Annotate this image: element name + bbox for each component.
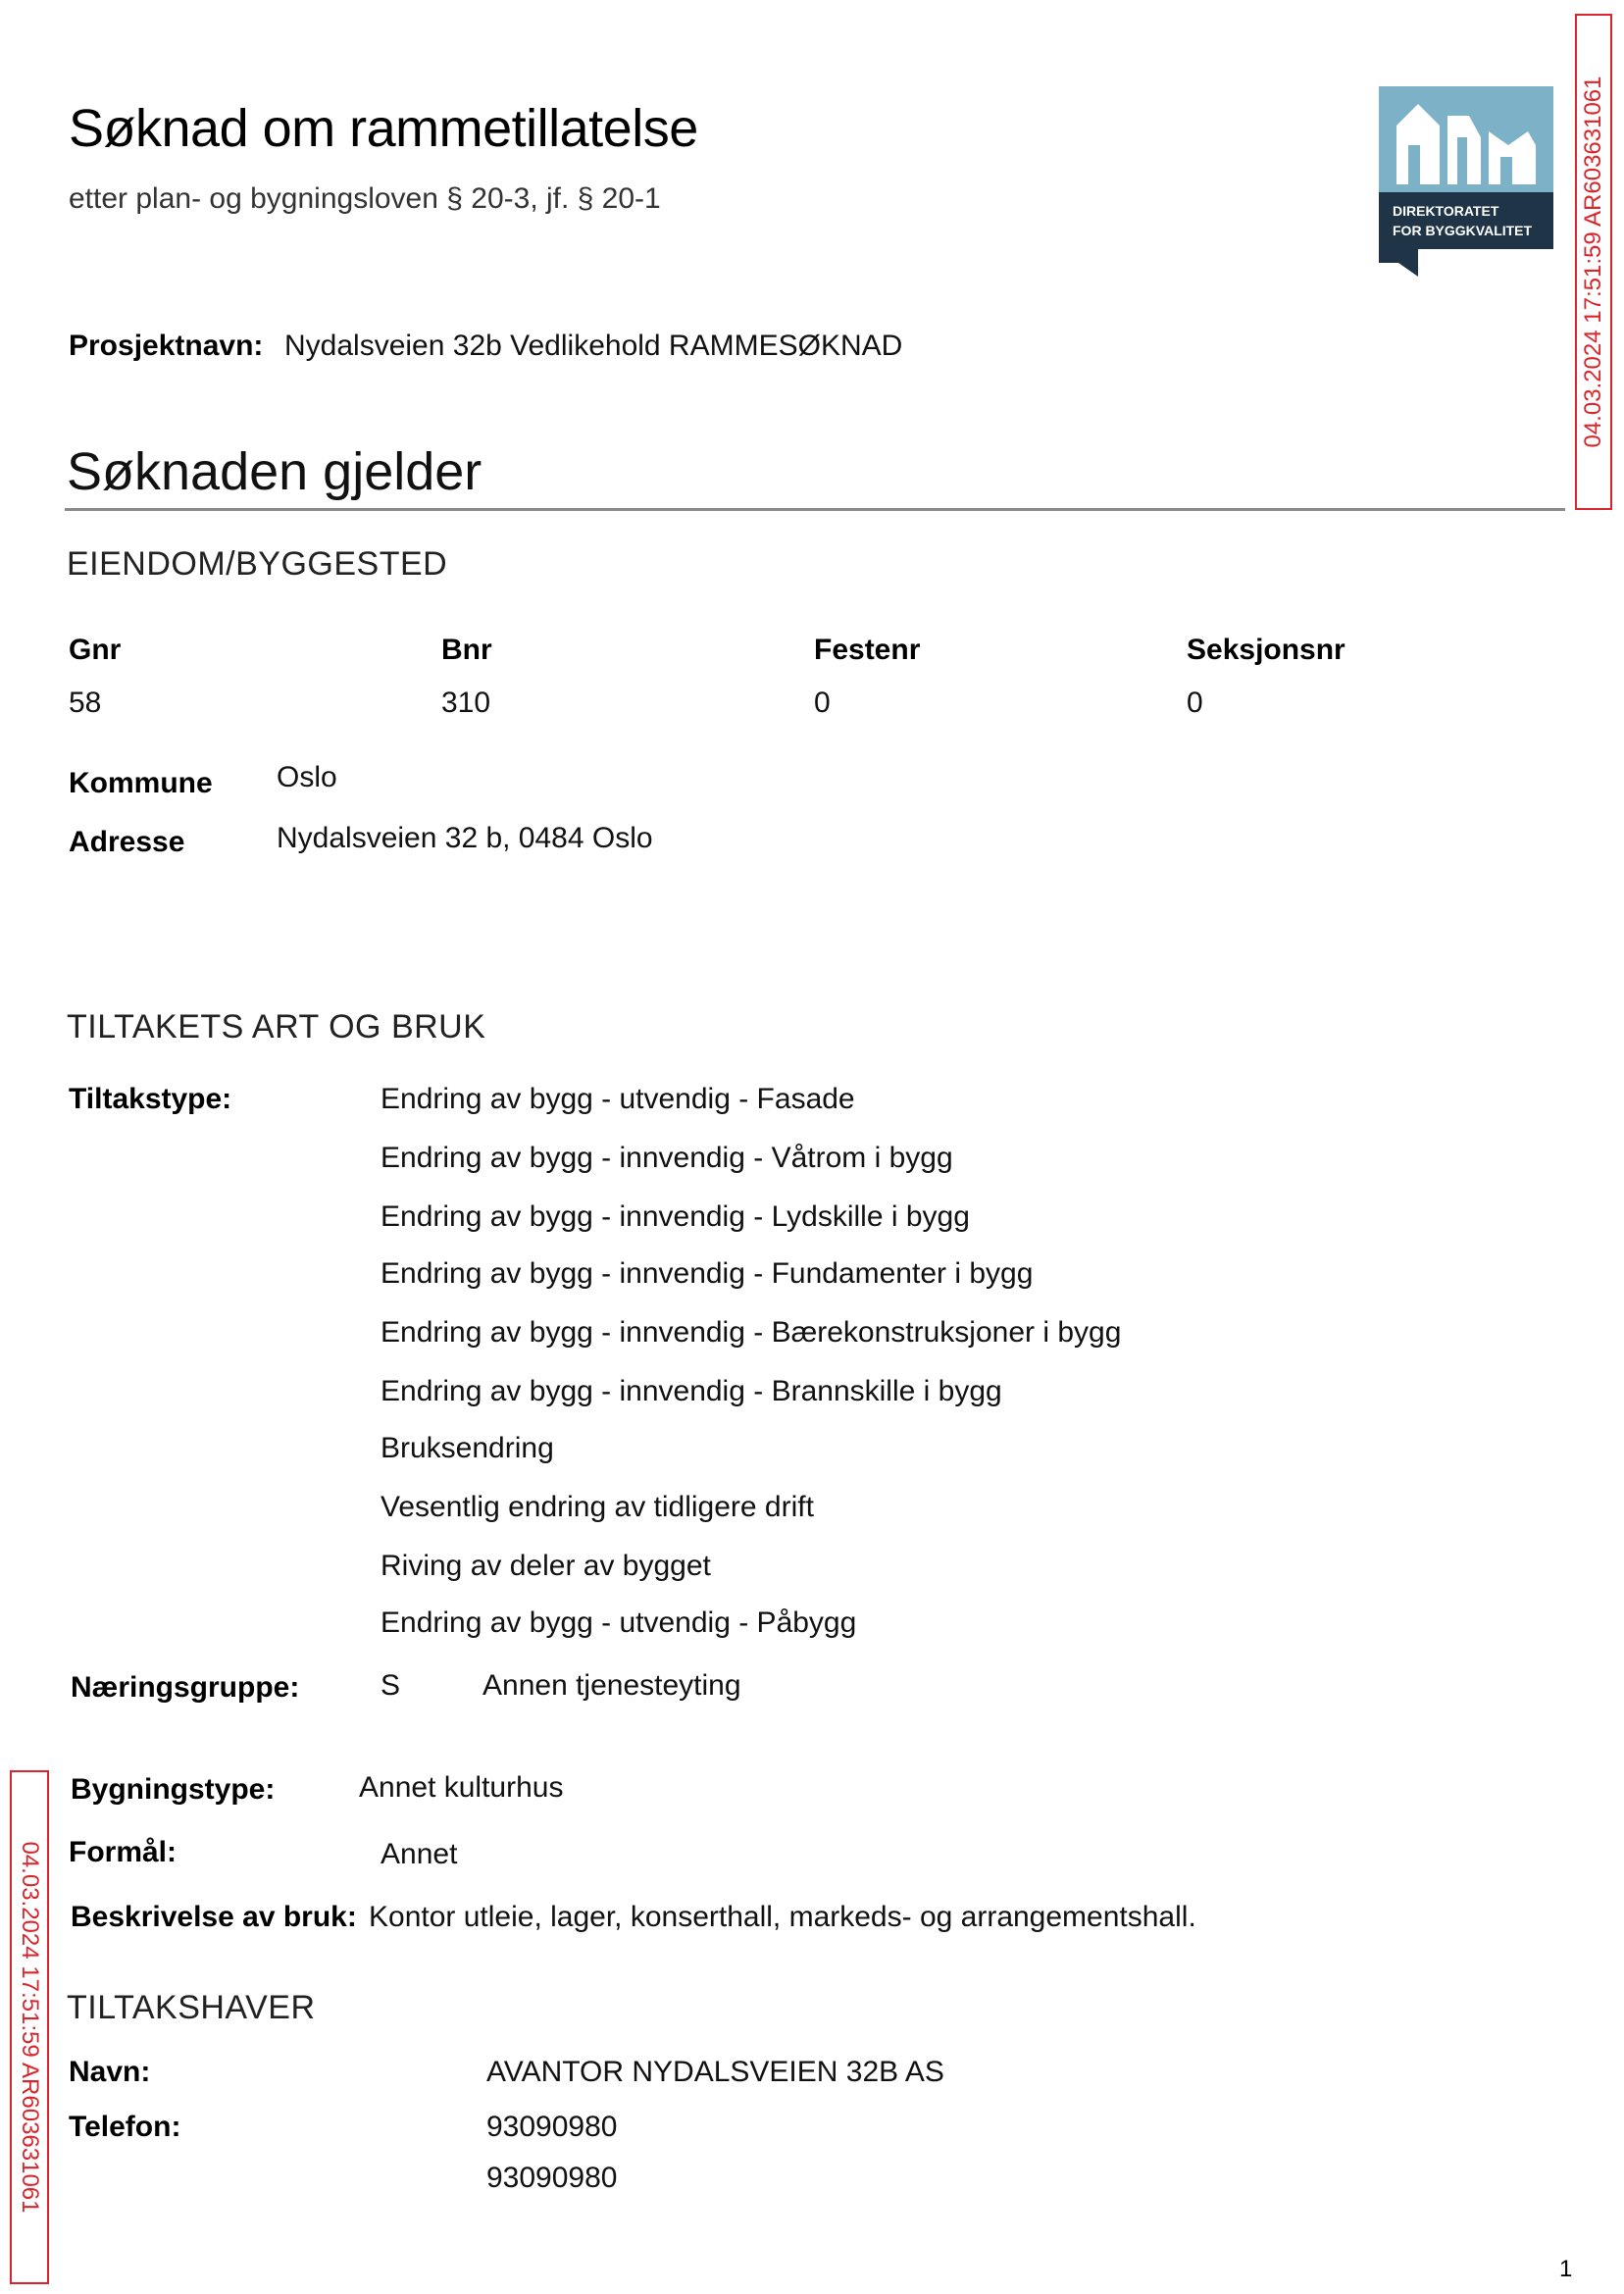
section-heading: Søknaden gjelder [67,442,482,501]
tiltakstype-item: Endring av bygg - innvendig - Bærekonstruksjoner i bygg [381,1316,1122,1349]
document-subtitle: etter plan- og bygningsloven § 20-3, jf. § 20-1 [69,182,661,215]
tiltakstype-item: Endring av bygg - utvendig - Fasade [381,1083,855,1115]
heading-divider [65,508,1565,511]
registration-stamp-left [10,1770,49,2284]
telefon-label: Telefon: [69,2111,181,2143]
bygningstype-label: Bygningstype: [71,1773,276,1806]
section-eiendom: EIENDOM/BYGGESTED [67,545,448,583]
tiltakstype-item: Riving av deler av bygget [381,1550,711,1582]
tiltakstype-item: Bruksendring [381,1432,554,1464]
tiltakstype-label: Tiltakstype: [69,1083,232,1115]
naeringsgruppe-label: Næringsgruppe: [71,1671,300,1704]
adresse-label: Adresse [69,826,185,858]
navn-label: Navn: [69,2056,151,2088]
logo-line1: DIREKTORATET [1393,203,1499,219]
document-title: Søknad om rammetillatelse [69,99,698,158]
stamp-text: 04.03.2024 17:51:59 AR603631061 [17,1841,43,2214]
adresse-value: Nydalsveien 32 b, 0484 Oslo [277,822,653,854]
bygningstype-value: Annet kulturhus [359,1771,564,1804]
dibk-logo-icon [1379,86,1553,277]
tiltakstype-item: Endring av bygg - innvendig - Lydskille i bygg [381,1200,970,1233]
tiltakstype-item: Endring av bygg - innvendig - Brannskille i bygg [381,1375,1002,1407]
section-tiltak: TILTAKETS ART OG BRUK [67,1008,486,1045]
formal-label: Formål: [69,1836,178,1868]
festenr-label: Festenr [814,634,921,666]
beskrivelse-value: Kontor utleie, lager, konserthall, markeds- og arrangementshall. [369,1901,1196,1933]
logo-line2: FOR BYGGKVALITET [1393,223,1533,238]
telefon-value-2: 93090980 [486,2162,618,2194]
tiltakstype-item: Endring av bygg - innvendig - Fundamenter i bygg [381,1257,1034,1290]
naeringsgruppe-code: S [381,1669,401,1702]
project-name-label: Prosjektnavn: [69,330,264,362]
registration-stamp-right [1575,14,1612,510]
formal-value: Annet [381,1838,458,1870]
kommune-value: Oslo [277,761,337,793]
seksjonsnr-value: 0 [1187,687,1203,719]
navn-value: AVANTOR NYDALSVEIEN 32B AS [486,2056,944,2088]
kommune-label: Kommune [69,767,213,799]
project-name-value: Nydalsveien 32b Vedlikehold RAMMESØKNAD [284,330,903,362]
gnr-label: Gnr [69,634,122,666]
beskrivelse-label: Beskrivelse av bruk: [71,1901,357,1933]
tiltakstype-item: Vesentlig endring av tidligere drift [381,1491,814,1523]
tiltakstype-item: Endring av bygg - utvendig - Påbygg [381,1606,857,1639]
dibk-logo [1379,86,1553,277]
stamp-text: 04.03.2024 17:51:59 AR603631061 [1580,76,1606,448]
page-number: 1 [1559,2256,1573,2282]
naeringsgruppe-name: Annen tjenesteyting [482,1669,741,1702]
bnr-value: 310 [441,687,491,719]
bnr-label: Bnr [441,634,492,666]
gnr-value: 58 [69,687,102,719]
telefon-value: 93090980 [486,2111,618,2143]
tiltakstype-item: Endring av bygg - innvendig - Våtrom i bygg [381,1142,953,1174]
seksjonsnr-label: Seksjonsnr [1187,634,1345,666]
section-tiltakshaver: TILTAKSHAVER [67,1989,316,2026]
festenr-value: 0 [814,687,831,719]
